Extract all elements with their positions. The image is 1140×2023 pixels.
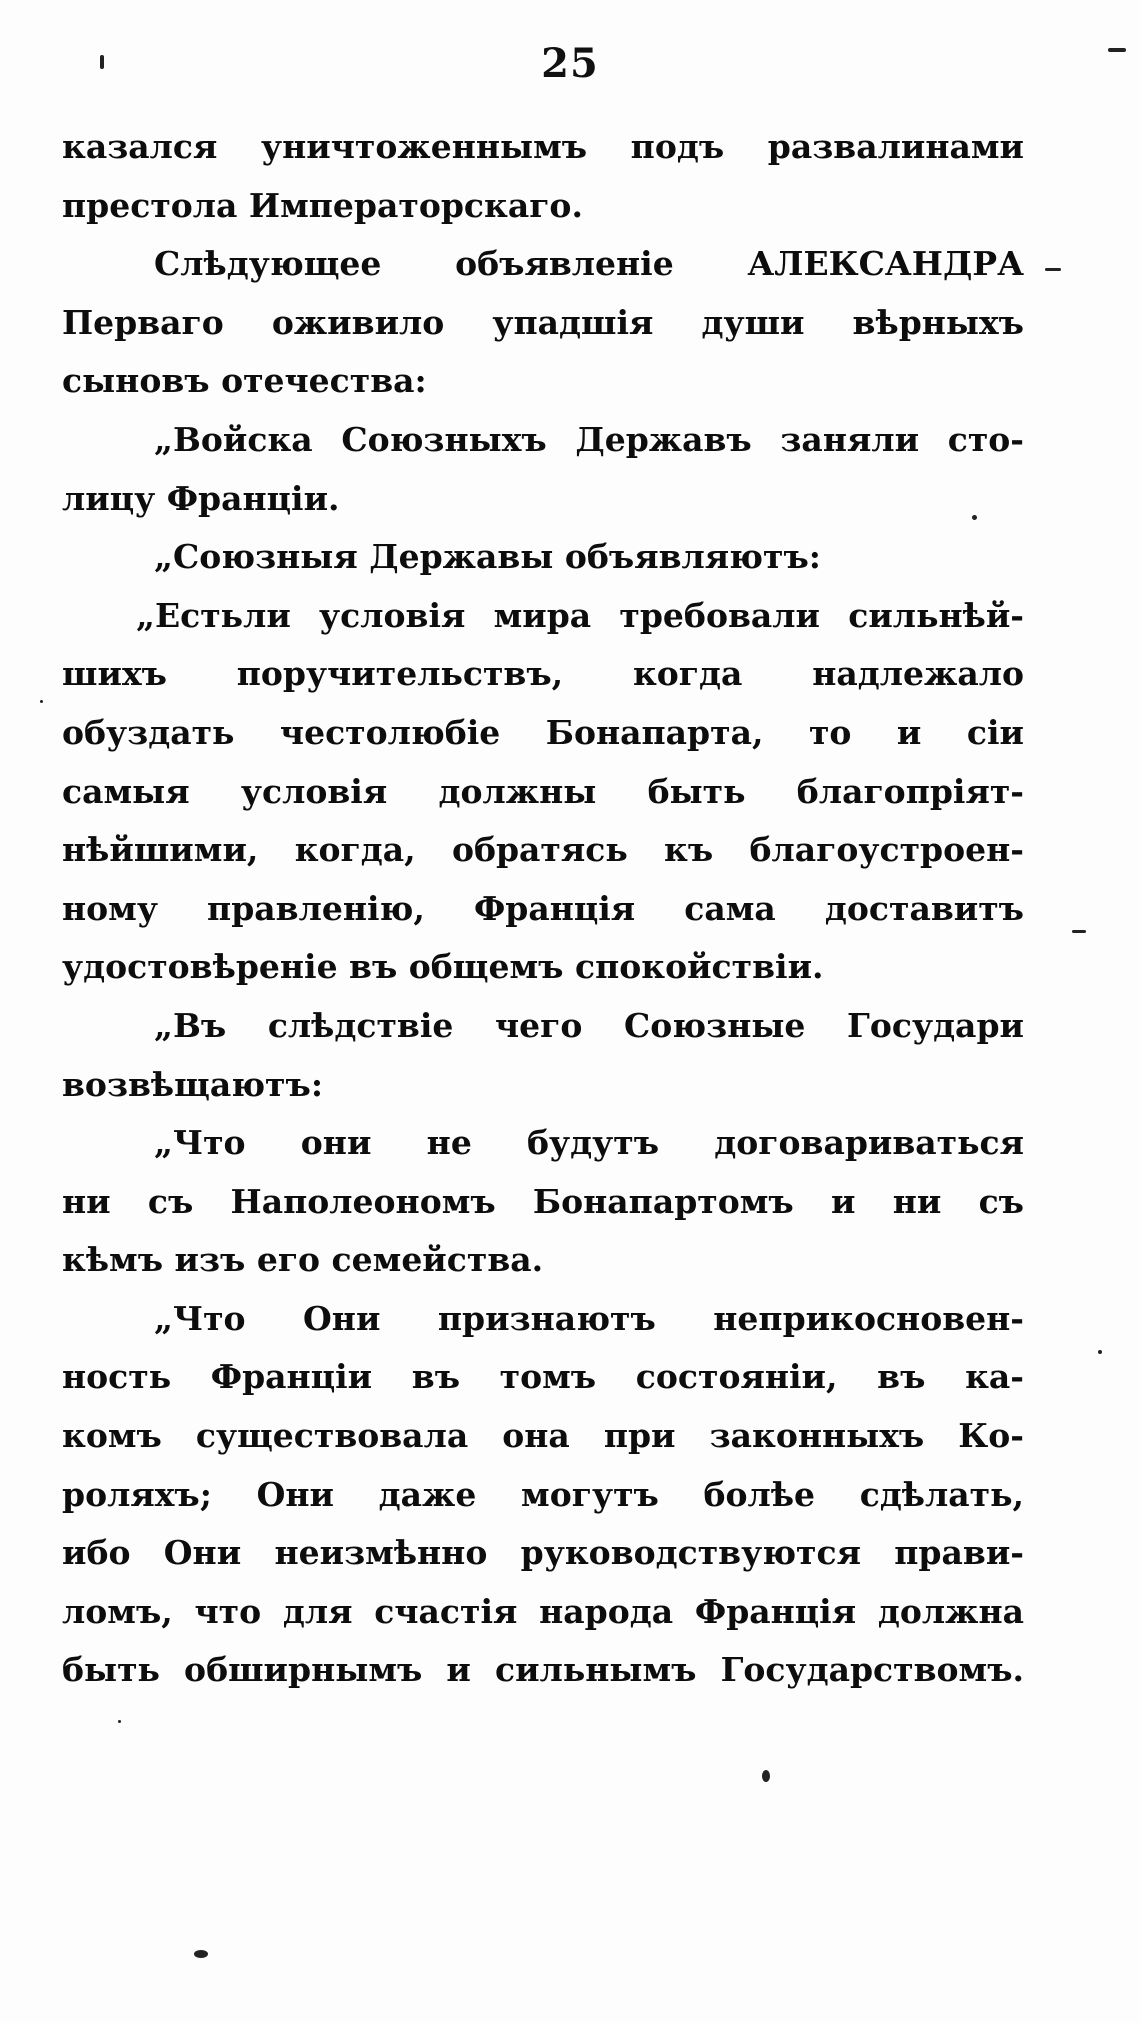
text-line: „Союзныя Державы объявляютъ: xyxy=(154,537,821,577)
text-line: Перваго оживило упадшія души вѣрныхъ xyxy=(62,302,1024,342)
text-line: удостовѣреніе въ общемъ спокойствіи. xyxy=(62,947,824,987)
text-line: роляхъ; Они даже могутъ болѣе сдѣлать, xyxy=(62,1474,1024,1514)
text-line: ибо Они неизмѣнно руководствуются прави- xyxy=(62,1533,1024,1573)
ink-speck xyxy=(1072,930,1086,933)
text-line: ность Франціи въ томъ состояніи, въ ка- xyxy=(62,1357,1024,1397)
text-line: ломъ, что для счастія народа Франція должна xyxy=(62,1591,1024,1631)
text-line: „Естьли условія мира требовали сильнѣй- xyxy=(136,595,1024,635)
ink-speck xyxy=(100,55,104,69)
text-line: „Что Они признаютъ неприкосновен- xyxy=(154,1298,1024,1338)
text-line: комъ существовала она при законныхъ Ко- xyxy=(62,1416,1024,1456)
text-line: „Войска Союзныхъ Державъ заняли сто- xyxy=(154,419,1024,459)
text-line: ни съ Наполеономъ Бонапартомъ и ни съ xyxy=(62,1181,1024,1221)
text-line: Слѣдующее объявленіе АЛЕКСАНДРА xyxy=(154,244,1024,284)
text-line: самыя условія должны быть благопріят- xyxy=(62,771,1024,811)
text-line: обуздать честолюбіе Бонапарта, то и сіи xyxy=(62,712,1024,752)
text-line: престола Императорскаго. xyxy=(62,185,583,225)
text-line: „Въ слѣдствіе чего Союзные Государи xyxy=(154,1005,1024,1045)
ink-speck xyxy=(972,515,977,520)
ink-speck xyxy=(118,1720,121,1723)
ink-speck xyxy=(1098,1350,1102,1354)
text-line: сыновъ отечества: xyxy=(62,361,427,401)
text-line: ному правленію, Франція сама доставитъ xyxy=(62,888,1024,928)
text-line: быть обширнымъ и сильнымъ Государствомъ. xyxy=(62,1650,1024,1690)
ink-speck xyxy=(1045,268,1061,271)
ink-speck xyxy=(1108,48,1126,52)
body-text xyxy=(62,118,1024,1700)
text-line: „Что они не будутъ договариваться xyxy=(154,1123,1024,1163)
text-line: нѣйшими, когда, обратясь къ благоустроен- xyxy=(62,830,1024,870)
ink-speck xyxy=(194,1950,208,1958)
text-line: кѣмъ изъ его семейства. xyxy=(62,1240,544,1280)
ink-speck xyxy=(762,1770,770,1782)
ink-speck xyxy=(40,700,43,703)
text-line: шихъ поручительствъ, когда надлежало xyxy=(62,654,1024,694)
text-line: возвѣщаютъ: xyxy=(62,1064,324,1104)
text-line: казался уничтоженнымъ подъ развалинами xyxy=(62,127,1024,166)
text-line: лицу Франціи. xyxy=(62,478,340,518)
page-number: 25 xyxy=(541,40,599,87)
